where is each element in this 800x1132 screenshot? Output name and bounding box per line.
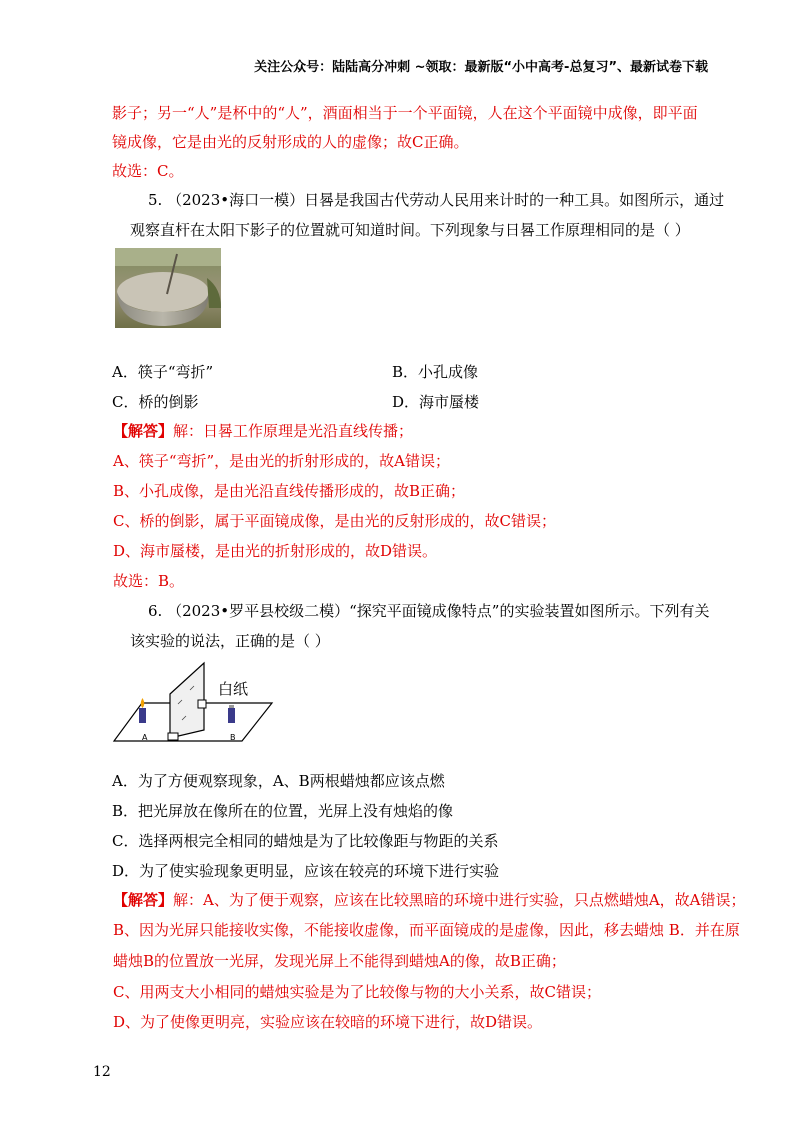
q6-answer-text: 解：A、为了便于观察，应该在比较黑暗的环境中进行实验，只点燃蜡烛A，故A错误； [173, 891, 746, 909]
paper-label: 白纸 [218, 680, 249, 698]
page-number: 12 [93, 1064, 111, 1080]
page-header: 关注公众号：陆陆高分冲刺 ~领取：最新版“小中高考-总复习”、最新试卷下载 [254, 60, 708, 75]
q5-answer-line-5: D、海市蜃楼，是由光的折射形成的，故D错误。 [113, 542, 438, 560]
q5-option-a: A．筷子“弯折” [112, 363, 214, 381]
candle-a-label: A [142, 733, 148, 742]
q6-answer-line-5: D、为了使像更明亮，实验应该在较暗的环境下进行，故D错误。 [113, 1013, 543, 1031]
q5-answer-line-1 [113, 421, 413, 441]
q5-answer-tag: 【解答】 [113, 422, 174, 440]
candle-b-label: B [230, 733, 236, 742]
q6-answer-line-3: 蜡烛B的位置放一光屏，发现光屏上不能得到蜡烛A的像，故B正确； [113, 952, 566, 970]
q6-option-b: B．把光屏放在像所在的位置，光屏上没有烛焰的像 [112, 802, 454, 820]
q5-stem-line-1: 5. （2023•海口一模）日晷是我国古代劳动人民用来计时的一种工具。如图所示，通过 [148, 191, 725, 209]
q6-answer-line-2: B、因为光屏只能接收实像，不能接收虚像，而平面镜成的是虚像，因此，移去蜡烛 B．并在原 [113, 921, 740, 939]
prev-answer-line-1: 影子；另一“人”是杯中的“人”，酒面相当于一个平面镜，人在这个平面镜中成像，即平面 [112, 104, 698, 122]
q6-answer-tag: 【解答】 [113, 891, 174, 909]
q6-option-c: C．选择两根完全相同的蜡烛是为了比较像距与物距的关系 [112, 832, 499, 850]
q5-answer-text: 解：日晷工作原理是光沿直线传播； [173, 422, 414, 440]
q6-option-d: D．为了使实验现象更明显，应该在较亮的环境下进行实验 [112, 862, 500, 880]
q6-answer-line-1 [113, 890, 746, 910]
prev-choice: 故选：C。 [112, 162, 184, 180]
q6-stem-line-2: 该实验的说法，正确的是（ ） [130, 632, 330, 650]
q6-option-a: A．为了方便观察现象，A、B两根蜡烛都应该点燃 [112, 772, 445, 790]
mirror-experiment-figure [112, 658, 277, 748]
q5-choice: 故选：B。 [113, 572, 185, 590]
q5-answer-line-2: A、筷子“弯折”，是由光的折射形成的，故A错误； [113, 452, 451, 470]
q5-stem-line-2: 观察直杆在太阳下影子的位置就可知道时间。下列现象与日晷工作原理相同的是（ ） [130, 221, 690, 239]
q5-answer-line-4: C、桥的倒影，属于平面镜成像，是由光的反射形成的，故C错误； [113, 512, 556, 530]
q6-stem-line-1: 6. （2023•罗平县校级二模）“探究平面镜成像特点”的实验装置如图所示。下列有关 [148, 602, 710, 620]
q5-option-b: B．小孔成像 [392, 363, 479, 381]
q5-option-d: D．海市蜃楼 [392, 393, 480, 411]
sundial-photo [115, 248, 221, 328]
prev-answer-line-2: 镜成像，它是由光的反射形成的人的虚像；故C正确。 [112, 133, 469, 151]
q5-answer-line-3: B、小孔成像，是由光沿直线传播形成的，故B正确； [113, 482, 466, 500]
q6-answer-line-4: C、用两支大小相同的蜡烛实验是为了比较像与物的大小关系，故C错误； [113, 983, 601, 1001]
q5-option-c: C．桥的倒影 [112, 393, 199, 411]
